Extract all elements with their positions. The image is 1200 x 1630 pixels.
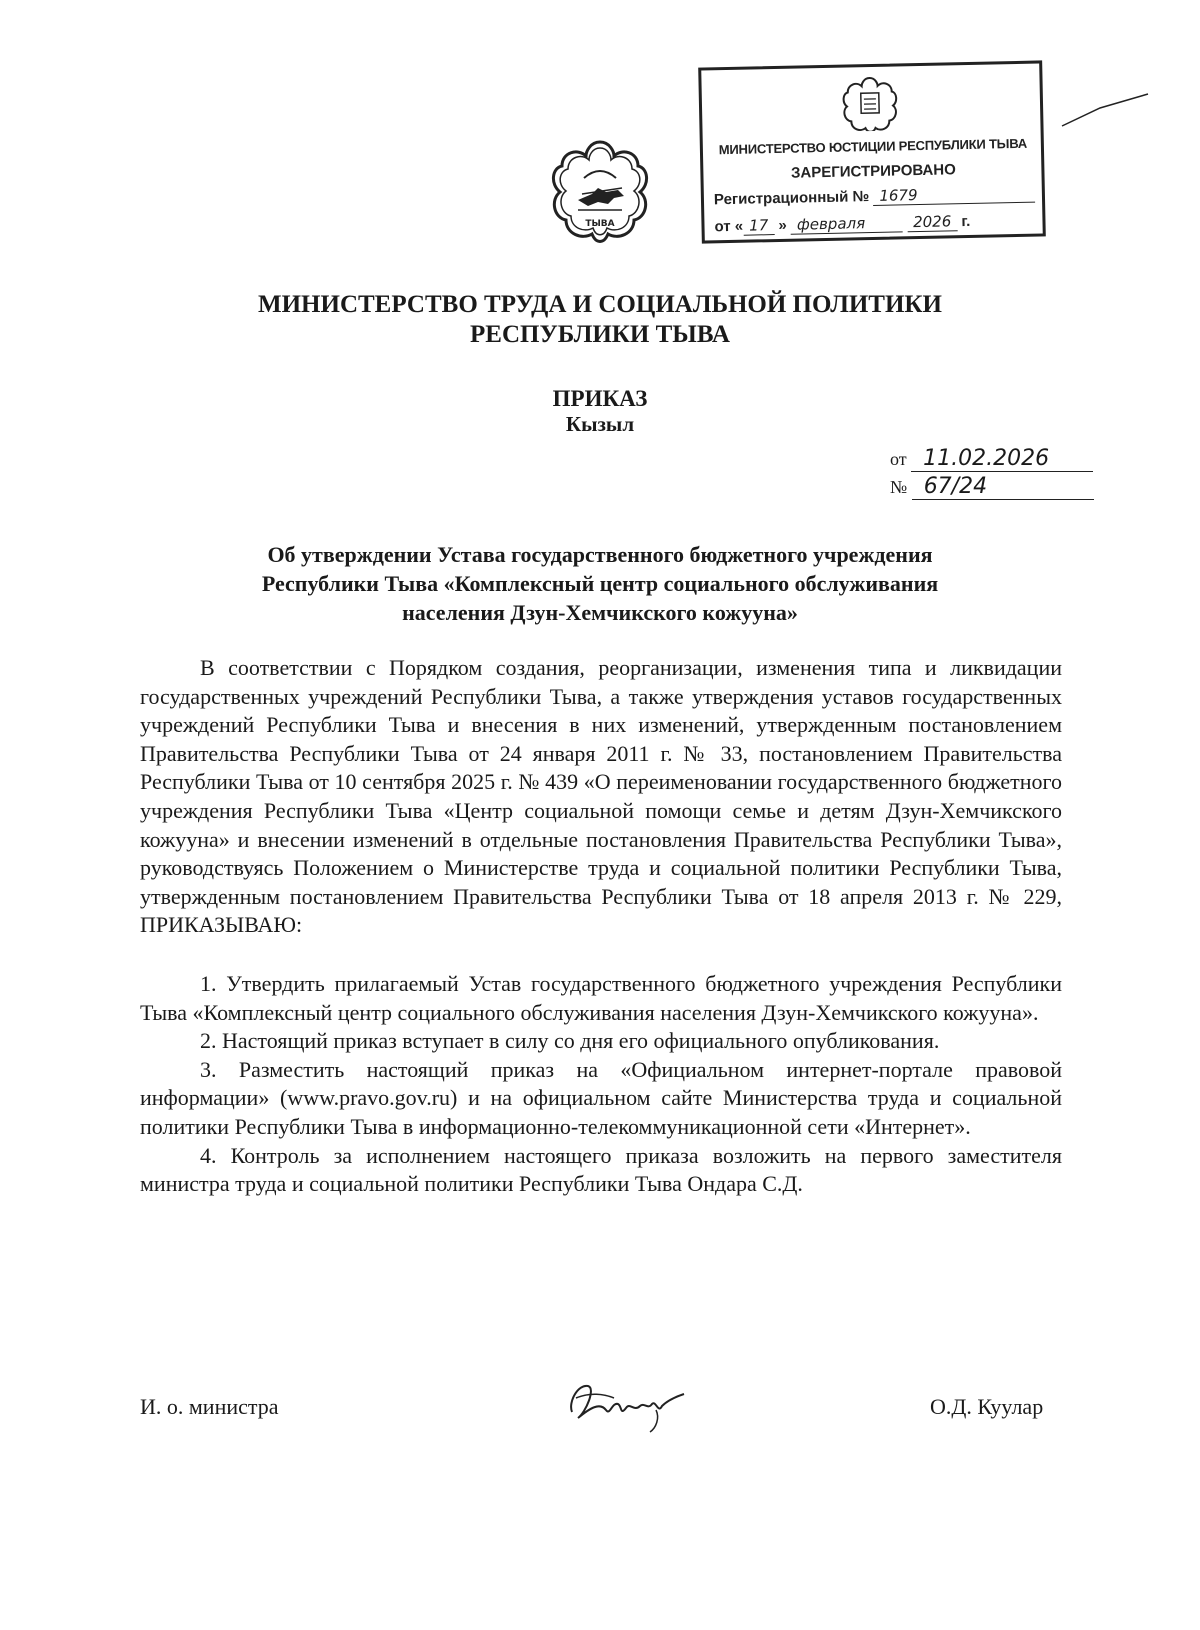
order-item-2: 2. Настоящий приказ вступает в силу со дня его официального опубликования.	[200, 1028, 940, 1054]
order-date-label: от	[890, 449, 907, 469]
document-city: Кызыл	[565, 412, 635, 436]
ministry-title-line1: МИНИСТЕРСТВО ТРУДА И СОЦИАЛЬНОЙ ПОЛИТИКИ	[258, 291, 942, 318]
stamp-date-mid: »	[778, 216, 787, 234]
stamp-ministry: МИНИСТЕРСТВО ЮСТИЦИИ РЕСПУБЛИКИ ТЫВА	[718, 135, 1028, 158]
stamp-status: ЗАРЕГИСТРИРОВАНО	[790, 161, 956, 182]
signatory-name: О.Д. Куулар	[930, 1394, 1044, 1419]
subject-line3: населения Дзун-Хемчикского кожууна»	[402, 600, 798, 625]
registration-stamp	[698, 60, 1046, 243]
tuva-emblem-icon	[548, 138, 652, 250]
stamp-reg-number: 1679	[873, 184, 1035, 206]
stamp-date-month: февраля	[791, 213, 903, 234]
order-number-line	[890, 474, 1094, 500]
stamp-reg-label: Регистрационный №	[713, 188, 870, 209]
handwritten-signature	[560, 1372, 690, 1436]
stamp-date-day: 17	[743, 216, 774, 236]
order-date-value: 11.02.2026	[911, 446, 1093, 472]
order-item-3: 3. Разместить настоящий приказ на «Официальном интернет-портале правовой информации» (www.pravo.gov.ru) и на официальном сайте Министерства труда и социальной политики Республики Тыва в информационно-телекоммуникационной сети «Интернет».	[140, 1056, 1062, 1139]
document-type: ПРИКАЗ	[552, 386, 648, 411]
stamp-registration	[714, 184, 1036, 210]
order-item-1: 1. Утвердить прилагаемый Устав государственного бюджетного учреждения Республики Тыва «Комплексный центр социального обслуживания населения Дзун-Хемчикского кожууна».	[140, 970, 1062, 1025]
order-date-line	[890, 446, 1093, 472]
stamp-date-prefix: от «	[714, 217, 744, 236]
svg-text:ТЫВА: ТЫВА	[585, 219, 615, 229]
signatory-role: И. о. министра	[140, 1394, 279, 1419]
justice-ministry-emblem-icon	[841, 74, 898, 131]
stamp-date	[714, 212, 970, 236]
subject-line1: Об утверждении Устава государственного бюджетного учреждения	[267, 542, 933, 567]
document-subject	[160, 540, 1040, 627]
stamp-stroke-mark	[1060, 90, 1150, 130]
stamp-date-suffix: г.	[961, 212, 971, 231]
order-number-label: №	[890, 477, 908, 497]
document-body	[140, 654, 1062, 1199]
subject-line2: Республики Тыва «Комплексный центр социального обслуживания	[261, 571, 939, 596]
ministry-title-line2: РЕСПУБЛИКИ ТЫВА	[470, 321, 730, 348]
preamble-paragraph: В соответствии с Порядком создания, реорганизации, изменения типа и ликвидации государственных учреждений Республики Тыва, а также утверждения уставов государственных учреждений Республики Тыва и внесения в них изменений, утвержденным постановлением Правительства Республики Тыва от 24 января 2011 г. № 33, постановлением Правительства Республики Тыва от 10 сентября 2025 г. № 439 «О переименовании государственного бюджетного учреждения Республики Тыва «Центр социальной помощи семье и детям Дзун-Хемчикского кожууна» и внесении изменений в отдельные постановления Правительства Республики Тыва», руководствуясь Положением о Министерстве труда и социальной политики Республики Тыва, утвержденным постановлением Правительства Республики Тыва от 18 апреля 2013 г. № 229, ПРИКАЗЫВАЮ:	[140, 655, 1062, 938]
order-number-value: 67/24	[912, 474, 1094, 500]
stamp-date-year: 2026	[907, 212, 958, 232]
order-item-4: 4. Контроль за исполнением настоящего приказа возложить на первого заместителя министра труда и социальной политики Республики Тыва Ондара С.Д.	[140, 1142, 1062, 1197]
